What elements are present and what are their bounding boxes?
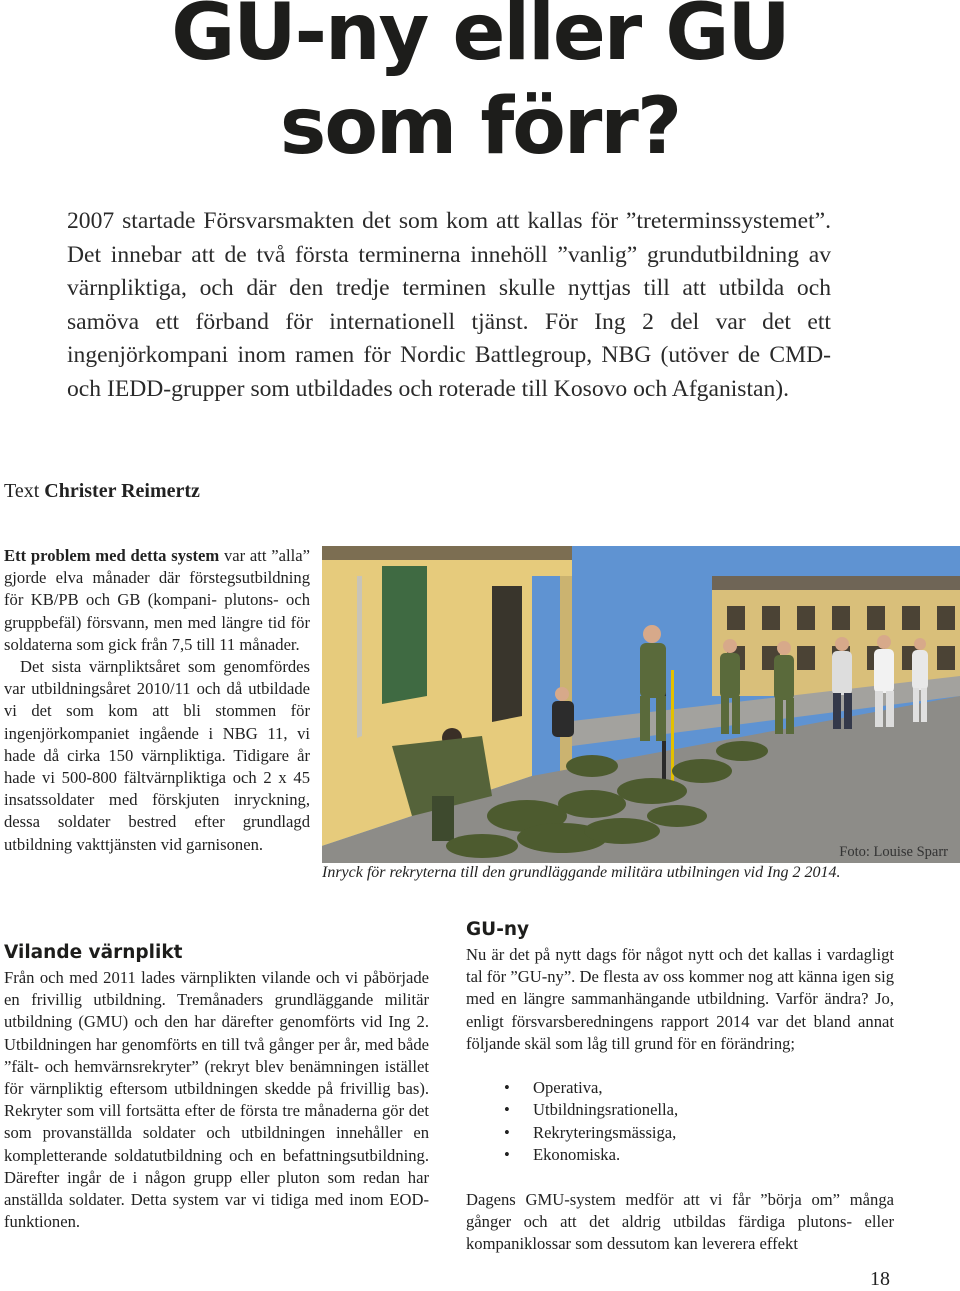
list-item xyxy=(500,1144,678,1166)
section-body-guny: Nu är det på nytt dags för något nytt och det kallas i vardagligt tal för ”GU-ny”. De flesta av oss kommer nog att känna igen sig med en längre sammanhängande utbildning. Varför ändra? Jo, enligt försvarsberedningens rapport 2014 var det bland annat följande skäl som låg till grund för en förändring; xyxy=(466,945,894,1053)
title-line-2: som förr? xyxy=(279,82,681,172)
article-photo xyxy=(322,546,960,863)
bullet-icon: • xyxy=(504,1100,510,1120)
list-item-text: Operativa, xyxy=(533,1078,603,1097)
column1-paragraph-2: Det sista värnpliktsåret som genomfördes var utbildningsåret 2010/11 och då utbildade vi det som kom att bli stommen för ingenjörkompaniet ingående i NBG 11, vi hade då cirka 150 värnpliktiga. Tidigare år hade vi 500-800 fältvärnpliktiga och 2 x 45 insatssoldater med förskjuten inryckning, dessa soldater bestred efter grundlagd utbildning vakttjänsten vid garnisonen. xyxy=(4,657,310,854)
byline-prefix: Text xyxy=(4,480,40,502)
lead-paragraph: 2007 startade Försvarsmakten det som kom att kallas för ”treterminssystemet”. Det innebar att de två första terminerna innehöll ”vanlig” grundutbildning av värnpliktiga, och där den tredje terminen skulle nyttjas till att utbilda och samöva ett förband för internationell tjänst. För Ing 2 del var det ett ingenjörkompani inom ramen för Nordic Battlegroup, NBG (utöver de CMD- och IEDD-grupper som utbildades och roterade till Kosovo och Afganistan). xyxy=(67,208,831,402)
page-number: 18 xyxy=(870,1268,890,1290)
list-item xyxy=(500,1077,678,1099)
photo-recruits-illustration xyxy=(322,546,960,863)
list-item-text: Rekryteringsmässiga, xyxy=(533,1122,677,1142)
list-item-text: Ekonomiska. xyxy=(533,1145,621,1165)
section-heading-guny: GU-ny xyxy=(466,919,530,940)
section-body-vilande: Från och med 2011 lades värnplikten vilande och vi påbörjade en frivillig utbildning. Tremånaders grundläggande militär utbildning (GMU) och den har därefter genomförts vid Ing 2. Utbildningen har genomförts en till två gånger per år, med både ”fält- och hemvärnsrekryter” (rekryt blev benämningen istället för värnpliktig eftersom utbildningen skedde på frivillig bas). Rekryter som vill fortsätta efter de första tre månaderna gör det som provanställda soldater och utbildningen innehåller en kompletterande soldatutbildning och en befattningsutbildning. Därefter ingår de i någon grupp eller pluton som redan har anställda soldater. Detta system var vi tidiga med inom EOD-funktionen. xyxy=(4,968,429,1232)
column1-lead-in: Ett problem med detta system xyxy=(4,546,220,565)
byline-author: Christer Reimertz xyxy=(44,480,200,502)
article-title xyxy=(0,0,960,174)
byline xyxy=(4,480,200,503)
list-item xyxy=(500,1122,678,1144)
section-heading-vilande: Vilande värnplikt xyxy=(4,942,183,963)
reasons-list xyxy=(500,1077,678,1167)
column-left-intro xyxy=(4,545,310,856)
photo-credit: Foto: Louise Sparr xyxy=(839,844,948,860)
section-body-dagens: Dagens GMU-system medför att vi får ”börja om” många gånger och att det aldrig utbildas färdiga plutons- eller kompaniklossar som dessutom kan leverera effekt xyxy=(466,1190,894,1254)
bullet-icon: • xyxy=(504,1145,510,1165)
column1-p1-text: var att ”alla” gjorde elva månader där förstegsutbildning för KB/PB och GB (kompani- plutons- och gruppbefäl) försvann, men med längre tid för soldaterna som gick från 7,5 till 11 månader. xyxy=(4,546,310,654)
photo-caption: Inryck för rekryterna till den grundläggande militära utbilningen vid Ing 2 2014. xyxy=(322,864,841,881)
bullet-icon: • xyxy=(504,1078,510,1097)
column1-paragraph-1 xyxy=(4,545,310,656)
list-item-text: Utbildningsrationella, xyxy=(533,1100,679,1120)
title-line-1: GU-ny eller GU xyxy=(171,0,789,78)
list-item xyxy=(500,1099,678,1121)
bullet-icon: • xyxy=(504,1122,510,1142)
